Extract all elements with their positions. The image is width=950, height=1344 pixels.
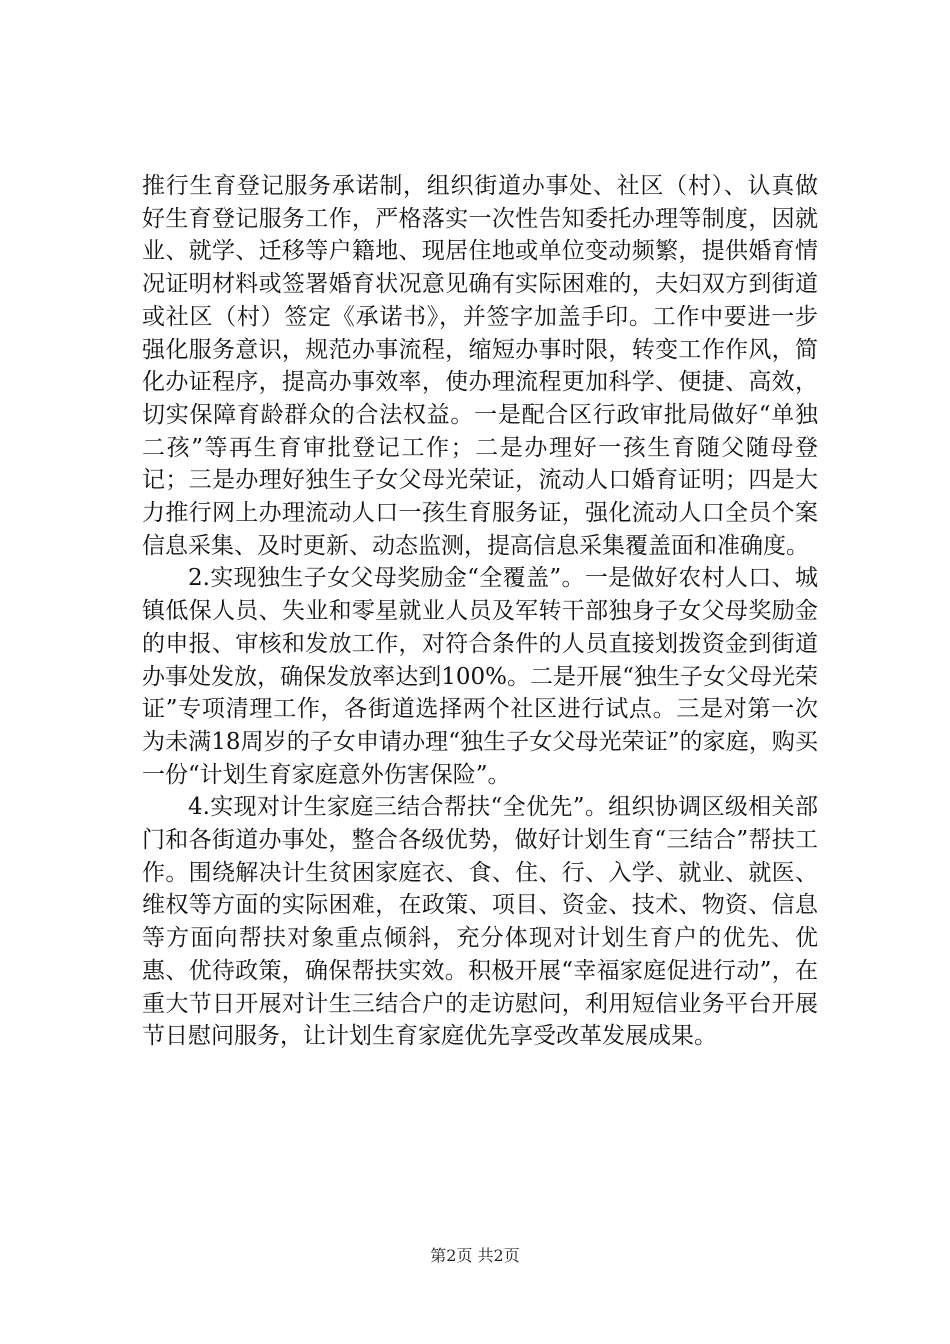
document-body — [142, 170, 818, 1053]
paragraph-family-assistance: 4.实现对计生家庭三结合帮扶“全优先”。组织协调区级相关部门和各街道办事处，整合各级优势，做好计划生育“三结合”帮扶工作。围绕解决计生贫困家庭衣、食、住、行、入学、就业、就医、维权等方面的实际困难，在政策、项目、资金、技术、物资、信息等方面向帮扶对象重点倾斜，充分体现对计划生育户的优先、优惠、优待政策，确保帮扶实效。积极开展“幸福家庭促进行动”，在重大节日开展对计生三结合户的走访慰问，利用短信业务平台开展节日慰问服务，让计划生育家庭优先享受改革发展成果。 — [142, 794, 818, 1050]
page-footer — [0, 1246, 950, 1266]
paragraph-registration-service: 推行生育登记服务承诺制，组织街道办事处、社区（村）、认真做好生育登记服务工作，严格落实一次性告知委托办理等制度，因就业、就学、迁移等户籍地、现居住地或单位变动频繁，提供婚育情况证明材料或签署婚育状况意见确有实际困难的，夫妇双方到街道或社区（村）签定《承诺书》，并签字加盖手印。工作中要进一步强化服务意识，规范办事流程，缩短办事时限，转变工作作风，简化办证程序，提高办事效率，使办理流程更加科学、便捷、高效，切实保障育龄群众的合法权益。一是配合区行政审批局做好“单独二孩”等再生育审批登记工作；二是办理好一孩生育随父随母登记；三是办理好独生子女父母光荣证，流动人口婚育证明；四是大力推行网上办理流动人口一孩生育服务证，强化流动人口全员个案信息采集、及时更新、动态监测，提高信息采集覆盖面和准确度。 — [142, 173, 818, 559]
paragraph-only-child-reward: 2.实现独生子女父母奖励金“全覆盖”。一是做好农村人口、城镇低保人员、失业和零星就业人员及军转干部独身子女父母奖励金的申报、审核和发放工作，对符合条件的人员直接划拨资金到街道办事处发放，确保发放率达到100%。二是开展“独生子女父母光荣证”专项清理工作，各街道选择两个社区进行试点。三是对第一次为未满18周岁的子女申请办理“独生子女父母光荣证”的家庭，购买一份“计划生育家庭意外伤害保险”。 — [142, 565, 818, 788]
page-number-label: 第2页 共2页 — [430, 1246, 520, 1265]
